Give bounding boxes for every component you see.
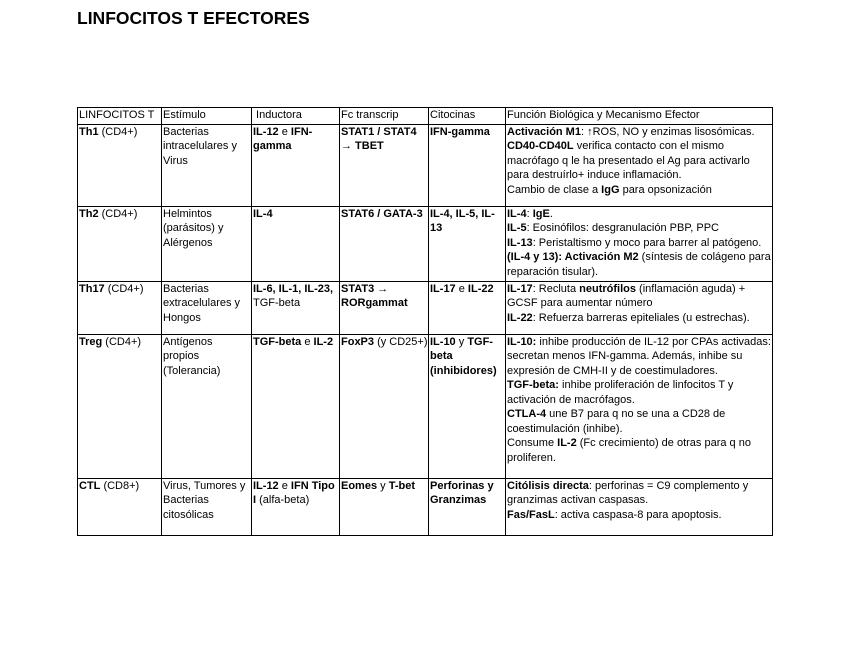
cytokine-bold: IL-10 xyxy=(430,335,456,348)
tf-bold: FoxP3 xyxy=(341,335,375,348)
cytokine-bold: IFN-gamma xyxy=(430,125,490,138)
function-text: : Recluta xyxy=(532,282,580,295)
inductor-text: e xyxy=(301,335,314,348)
function-bold: IL-13 xyxy=(507,236,533,249)
function-bold: CTLA-4 xyxy=(507,408,547,420)
function-bold: IL-4 xyxy=(507,207,527,220)
header-inductor: Inductora xyxy=(252,108,340,125)
inductor-bold: IL-4 xyxy=(253,207,273,220)
function-text: : Refuerza barreras epiteliales (u estrechas). xyxy=(532,311,750,324)
cell-stimulus: Bacterias intracelulares y Virus xyxy=(162,124,252,206)
cell-transcription-factor xyxy=(340,124,429,206)
function-bold: (IL-4 y 13): Activación M2 xyxy=(507,251,639,263)
function-line xyxy=(507,407,772,436)
function-line xyxy=(507,335,772,379)
cell-function xyxy=(506,124,773,206)
cell-function xyxy=(506,281,773,334)
tf-bold: STAT3 → RORgammat xyxy=(341,282,408,309)
inductor-bold: IFN Tipo I xyxy=(253,479,335,506)
tf-bold: T-bet xyxy=(388,479,415,492)
function-text: (síntesis de colágeno para reparación tisular). xyxy=(507,251,771,278)
lymphocyte-marker: (CD8+) xyxy=(100,479,140,492)
function-text: verifica contacto con el mismo macrófago q le ha presentado el Ag para activarlo para destruírlo+ induce inflamación. xyxy=(507,140,750,181)
cell-function xyxy=(506,334,773,478)
function-line xyxy=(507,250,772,279)
table-row xyxy=(78,478,773,535)
lymphocyte-marker: (CD4+) xyxy=(102,335,142,348)
lymphocyte-name: Th1 xyxy=(79,125,99,138)
function-line xyxy=(507,236,772,251)
cytokine-bold: TGF-beta (inhibidores) xyxy=(430,335,497,377)
function-line xyxy=(507,479,772,508)
function-bold: IgE xyxy=(532,207,550,220)
cell-stimulus: Helmintos (parásitos) y Alérgenos xyxy=(162,206,252,281)
header-transcription-factor: Fc transcrip xyxy=(340,108,429,125)
function-bold: CD40-CD40L xyxy=(507,140,574,152)
inductor-bold: IL-12 xyxy=(253,125,279,138)
function-bold: IL-5 xyxy=(507,222,527,234)
cell-stimulus: Bacterias extracelulares y Hongos xyxy=(162,281,252,334)
function-line xyxy=(507,311,772,326)
function-text: : ↑ROS, NO y enzimas lisosómicas. xyxy=(580,125,755,138)
table-row xyxy=(78,281,773,334)
header-stimulus: Estímulo xyxy=(162,108,252,125)
function-text: une B7 para q no se una a CD28 de coestimulación (inhibe). xyxy=(507,408,726,435)
function-line xyxy=(507,508,772,523)
cell-inductor xyxy=(252,206,340,281)
lymphocyte-name: Treg xyxy=(79,335,103,348)
cytokine-bold: IL-22 xyxy=(467,282,494,295)
tf-bold: Eomes xyxy=(341,479,378,492)
function-line xyxy=(507,221,772,236)
cell-cytokines xyxy=(429,478,506,535)
function-line xyxy=(507,125,772,140)
cell-stimulus: Antígenos propios (Tolerancia) xyxy=(162,334,252,478)
cell-function xyxy=(506,206,773,281)
function-text: inhibe proliferación de linfocitos T y activación de macrófagos. xyxy=(507,379,734,406)
function-text: Consume xyxy=(507,437,558,449)
function-bold: neutrófilos xyxy=(579,282,636,295)
function-line xyxy=(507,207,772,222)
function-line xyxy=(507,282,772,311)
page-title: LINFOCITOS T EFECTORES xyxy=(77,8,310,28)
function-text: (Fc crecimiento) de otras para q no proliferen. xyxy=(507,437,751,464)
inductor-bold: IL-6, IL-1, IL-23, xyxy=(253,282,334,295)
function-line xyxy=(507,139,772,183)
lymphocyte-marker: (CD4+) xyxy=(98,207,138,220)
tf-bold: STAT6 / GATA-3 xyxy=(341,207,423,220)
lymphocyte-name: Th17 xyxy=(79,282,105,295)
cell-transcription-factor xyxy=(340,281,429,334)
tf-bold: STAT1 / STAT4 → TBET xyxy=(341,125,417,152)
inductor-bold: IFN-gamma xyxy=(253,125,313,152)
cell-cytokines xyxy=(429,124,506,206)
cytokine-bold: IL-17 xyxy=(430,282,456,295)
function-text: Cambio de clase a xyxy=(507,183,602,196)
function-text: : Eosinófilos: desgranulación PBP, PPC xyxy=(526,222,719,234)
lymphocyte-name: Th2 xyxy=(79,207,99,220)
table-row xyxy=(78,124,773,206)
cell-cytokines xyxy=(429,281,506,334)
function-bold: IL-17 xyxy=(507,282,533,295)
cell-inductor xyxy=(252,478,340,535)
table-header-row xyxy=(78,108,773,125)
cytokine-bold: IL-4, IL-5, IL-13 xyxy=(430,207,495,234)
lymphocyte-marker: (CD4+) xyxy=(104,282,144,295)
cell-lymphocyte-type xyxy=(78,478,162,535)
function-bold: Fas/FasL xyxy=(507,508,555,521)
function-bold: Citólisis directa xyxy=(507,479,589,492)
function-line xyxy=(507,183,772,198)
inductor-text: TGF-beta xyxy=(253,297,301,309)
cell-stimulus: Virus, Tumores y Bacterias citosólicas xyxy=(162,478,252,535)
header-function: Función Biológica y Mecanismo Efector xyxy=(506,108,773,125)
cell-function xyxy=(506,478,773,535)
function-bold: Activación M1 xyxy=(507,125,581,138)
inductor-bold: IL-2 xyxy=(313,335,334,348)
inductor-bold: TGF-beta xyxy=(253,335,302,348)
function-line xyxy=(507,436,772,465)
function-text: inhibe producción de IL-12 por CPAs activadas: secretan menos IFN-gamma. Además, inhibe su expresión de CMH-II y de coestimuladores. xyxy=(507,335,771,377)
cell-lymphocyte-type xyxy=(78,124,162,206)
lymphocyte-marker: (CD4+) xyxy=(98,125,138,138)
function-bold: IL-2 xyxy=(557,437,577,449)
function-line xyxy=(507,378,772,407)
lymphocyte-name: CTL xyxy=(79,479,101,492)
header-cytokines: Citocinas xyxy=(429,108,506,125)
cell-cytokines xyxy=(429,206,506,281)
function-text: (inflamación aguda) + GCSF para aumentar número xyxy=(507,282,746,309)
cell-inductor xyxy=(252,334,340,478)
function-bold: IL-10: xyxy=(507,335,537,348)
function-bold: IL-22 xyxy=(507,311,533,324)
cell-lymphocyte-type xyxy=(78,206,162,281)
inductor-bold: IL-12 xyxy=(253,479,279,492)
table-row xyxy=(78,206,773,281)
cell-lymphocyte-type xyxy=(78,334,162,478)
tf-text: y xyxy=(377,479,389,492)
cell-lymphocyte-type xyxy=(78,281,162,334)
function-text: : activa caspasa-8 para apoptosis. xyxy=(554,508,722,521)
inductor-text: e xyxy=(278,125,291,138)
function-bold: IgG xyxy=(601,183,620,196)
cell-inductor xyxy=(252,281,340,334)
function-text: : xyxy=(526,207,533,220)
inductor-text: e xyxy=(278,479,291,492)
function-text: : Peristaltismo y moco para barrer al patógeno. xyxy=(532,236,762,249)
inductor-text: (alfa-beta) xyxy=(256,494,310,506)
cell-inductor xyxy=(252,124,340,206)
cytokine-bold: Perforinas y Granzimas xyxy=(430,479,494,506)
function-bold: TGF-beta: xyxy=(507,379,559,391)
lymphocyte-table xyxy=(77,107,773,536)
cell-transcription-factor xyxy=(340,206,429,281)
tf-text: (y CD25+) xyxy=(374,335,428,348)
cytokine-text: y xyxy=(455,335,468,348)
cell-transcription-factor xyxy=(340,478,429,535)
cell-cytokines xyxy=(429,334,506,478)
function-text: : perforinas = C9 complemento y granzimas activan caspasas. xyxy=(507,479,749,506)
cell-transcription-factor xyxy=(340,334,429,478)
cytokine-text: e xyxy=(455,282,468,295)
function-text: . xyxy=(549,207,553,220)
function-text: para opsonización xyxy=(619,183,712,196)
table-row xyxy=(78,334,773,478)
header-lymphocyte: LINFOCITOS T xyxy=(78,108,162,125)
